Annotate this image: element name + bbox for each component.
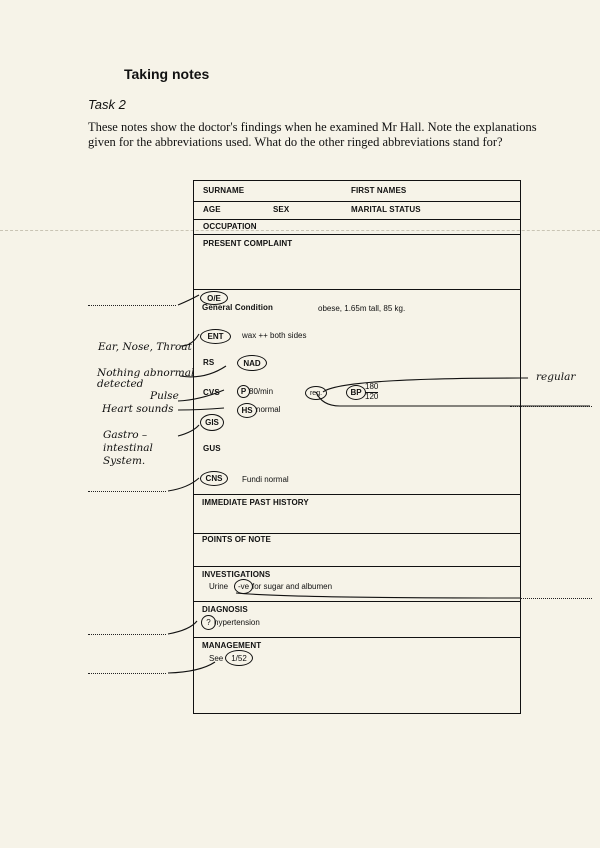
cns-answer-line bbox=[88, 491, 166, 492]
gis-handwritten-note-1: Gastro – bbox=[103, 429, 148, 441]
see-label: See bbox=[209, 654, 224, 663]
pulse-leader bbox=[178, 390, 224, 401]
hs-handwritten-note: Heart sounds bbox=[102, 403, 174, 415]
ent-value: wax ++ both sides bbox=[242, 331, 307, 340]
management-label: MANAGEMENT bbox=[202, 641, 262, 650]
gis-handwritten-note-2: intestinal bbox=[103, 442, 153, 454]
hs-ring: HS bbox=[237, 403, 257, 418]
pulse-handwritten-note: Pulse bbox=[150, 390, 179, 402]
see-leader bbox=[168, 662, 215, 673]
points-of-note-label: POINTS OF NOTE bbox=[202, 535, 271, 544]
cns-ring: CNS bbox=[200, 471, 228, 486]
nad-handwritten-note-2: detected bbox=[97, 378, 144, 390]
marital-status-label: MARITAL STATUS bbox=[351, 205, 421, 214]
nad-handwritten-note-1: Nothing abnormal bbox=[97, 367, 195, 379]
cns-value: Fundi normal bbox=[242, 475, 289, 484]
pulse-value: 80/min bbox=[249, 387, 274, 396]
bp-answer-line bbox=[510, 406, 592, 407]
first-names-label: FIRST NAMES bbox=[351, 186, 407, 195]
oe-ring: O/E bbox=[200, 291, 228, 305]
see-ring: 1/52 bbox=[225, 650, 253, 666]
negative-leader bbox=[236, 593, 520, 598]
query-leader bbox=[168, 621, 197, 634]
pulse-ring: P bbox=[237, 385, 250, 398]
query-answer-line bbox=[88, 634, 166, 635]
sex-label: SEX bbox=[273, 205, 290, 214]
cns-leader bbox=[168, 478, 199, 491]
oe-answer-line bbox=[88, 305, 176, 306]
task-title: Task 2 bbox=[88, 97, 126, 112]
gis-ring: GIS bbox=[200, 414, 224, 431]
ent-ring: ENT bbox=[200, 329, 231, 344]
urine-value: for sugar and albumen bbox=[252, 582, 333, 591]
page-heading: Taking notes bbox=[124, 66, 210, 82]
bp-ring: BP bbox=[346, 385, 366, 400]
query-ring: ? bbox=[201, 615, 216, 630]
hs-leader bbox=[178, 408, 224, 410]
reg-leader bbox=[323, 378, 528, 392]
cvs-label: CVS bbox=[203, 388, 220, 397]
bp-leader bbox=[316, 392, 590, 406]
negative-answer-line bbox=[520, 598, 592, 599]
instructions-text: These notes show the doctor's findings when he examined Mr Hall. Note the explanations given for the abbreviations used. What do the other ringed abbreviations stand for? bbox=[88, 120, 537, 149]
hs-value: normal bbox=[256, 405, 281, 414]
see-answer-line bbox=[88, 673, 166, 674]
age-label: AGE bbox=[203, 205, 221, 214]
ent-handwritten-note: Ear, Nose, Throat bbox=[98, 341, 192, 353]
diagnosis-label: DIAGNOSIS bbox=[202, 605, 248, 614]
gis-handwritten-note-3: System. bbox=[103, 455, 146, 467]
negative-ring: -ve bbox=[234, 579, 253, 594]
diagnosis-value: hypertension bbox=[214, 618, 260, 627]
urine-label: Urine bbox=[209, 582, 229, 591]
general-condition-value: obese, 1.65m tall, 85 kg. bbox=[318, 304, 406, 313]
general-condition-label: General Condition bbox=[202, 303, 274, 312]
gis-leader bbox=[178, 425, 199, 436]
reg-handwritten-note: regular bbox=[536, 371, 576, 383]
gus-label: GUS bbox=[203, 444, 221, 453]
surname-label: SURNAME bbox=[203, 186, 245, 195]
past-history-label: IMMEDIATE PAST HISTORY bbox=[202, 498, 309, 507]
investigations-label: INVESTIGATIONS bbox=[202, 570, 271, 579]
bp-top-value: 180 bbox=[365, 382, 379, 391]
bp-bottom-value: 120 bbox=[365, 392, 379, 401]
nad-ring: NAD bbox=[237, 355, 267, 371]
occupation-label: OCCUPATION bbox=[203, 222, 257, 231]
rs-label: RS bbox=[203, 358, 215, 367]
oe-leader bbox=[178, 295, 199, 305]
reg-ring: reg. bbox=[305, 386, 327, 400]
present-complaint-label: PRESENT COMPLAINT bbox=[203, 239, 293, 248]
